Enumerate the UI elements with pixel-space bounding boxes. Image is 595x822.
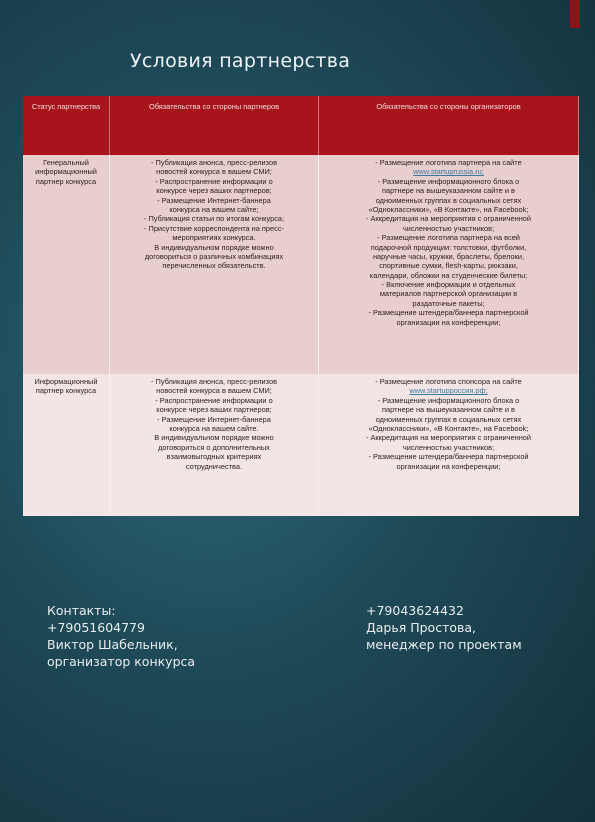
organizer-line: партнере на вышеуказанном сайте и в xyxy=(382,186,515,196)
partner-line: договориться о различных комбинациях xyxy=(144,251,284,261)
partner-obligations-cell xyxy=(110,374,319,516)
contact-name: Дарья Простова, xyxy=(366,620,477,635)
organizer-line: календари, обложки на студенческие билеты; xyxy=(369,270,528,280)
phone-number[interactable]: +79051604779 xyxy=(47,620,145,635)
header-organizer-obligations: Обязательства со стороны организаторов xyxy=(319,96,579,155)
organizer-line: - Размещение штендера/баннера партнерской xyxy=(368,308,529,318)
organizer-line: одноименных группах в социальных сетях xyxy=(375,195,522,205)
contact-role: менеджер по проектам xyxy=(366,637,522,652)
organizer-obligations-cell xyxy=(319,374,579,516)
partner-line: - Распространение информации о xyxy=(155,176,273,186)
partner-line: взаимовыгодных критериях xyxy=(166,452,262,462)
partner-line: конкурса на вашем сайте; xyxy=(169,204,259,214)
table-row xyxy=(23,155,579,374)
organizer-line: наручные часы, кружки, браслеты, брелоки, xyxy=(372,251,525,261)
organizer-line: «Одноклассники», «В Контакте», на Facebook; xyxy=(368,204,529,214)
partner-line: конкурса на вашем сайте. xyxy=(169,423,259,433)
organizer-line: материалов партнерской организации в xyxy=(379,289,518,299)
partner-line: - Публикация анонса, пресс-релизов xyxy=(151,158,277,167)
partner-line: В индивидуальном порядке можно xyxy=(154,433,274,443)
corner-accent-mark xyxy=(570,0,580,28)
organizer-line: одноименных группах в социальных сетях xyxy=(375,414,522,424)
partner-line: договориться о дополнительных xyxy=(158,442,270,452)
organizer-line: раздаточные пакеты; xyxy=(412,298,485,308)
organizer-line: численностью участников; xyxy=(402,442,495,452)
contacts-organizer xyxy=(47,602,195,670)
partner-line: мероприятиях конкурса. xyxy=(172,233,256,243)
partner-line: перечисленных обязательств. xyxy=(162,261,266,271)
organizer-obligations-cell xyxy=(319,155,579,374)
partner-line: новостей конкурса в вашем СМИ; xyxy=(156,167,272,177)
organizer-line: - Аккредитация на мероприятия с ограниченной xyxy=(365,433,532,443)
partner-line: - Публикация анонса, пресс-релизов xyxy=(151,377,277,386)
page-title: Условия партнерства xyxy=(130,50,351,72)
organizer-line: спортивные сумки, flesh-карты, рюкзаки, xyxy=(379,261,518,271)
partner-line: конкурсе через ваших партнеров; xyxy=(156,405,272,415)
partner-line: новостей конкурса в вашем СМИ; xyxy=(156,386,272,396)
organizer-line: - Включение информации и отдельных xyxy=(381,280,516,290)
partner-line: конкурсе через ваших партнеров; xyxy=(156,186,272,196)
partner-line: - Размещение Интернет-баннера xyxy=(157,414,271,424)
status-cell: Информационный партнер конкурса xyxy=(23,374,110,516)
phone-number[interactable]: +79043624432 xyxy=(366,603,464,618)
header-partner-obligations: Обязательства со стороны партнеров xyxy=(110,96,319,155)
organizer-line: - Размещение логотипа партнера на всей xyxy=(377,233,520,243)
organizer-line: - Размещение логотипа спонсора на сайте xyxy=(375,377,522,386)
partner-line: - Распространение информации о xyxy=(155,395,273,405)
organizer-line: - Аккредитация на мероприятия с ограниченной xyxy=(365,214,532,224)
partner-line: В индивидуальном порядке можно xyxy=(154,242,274,252)
status-cell: Генеральный информационный партнер конкурса xyxy=(23,155,110,374)
organizer-line: организации на конференции; xyxy=(396,317,501,327)
organizer-line: подарочной продукции: толстовки, футболки, xyxy=(370,242,527,252)
organizer-link[interactable]: www.startuprussia.ru; xyxy=(413,167,484,177)
organizer-line: организации на конференции; xyxy=(396,461,501,471)
contact-role: организатор конкурса xyxy=(47,654,196,669)
partner-line: - Размещение Интернет-баннера xyxy=(157,195,271,205)
partner-line: - Публикация статьи по итогам конкурса; xyxy=(143,214,285,224)
table-row xyxy=(23,374,579,516)
table-header-row xyxy=(23,96,579,155)
organizer-line: - Размещение штендера/баннера партнерской xyxy=(368,452,529,462)
organizer-line: численностью участников; xyxy=(402,223,495,233)
organizer-line: - Размещение информационного блока о xyxy=(377,176,520,186)
partner-line: сотрудничества. xyxy=(185,461,243,471)
organizer-line: партнере на вышеуказанном сайте и в xyxy=(382,405,515,415)
partner-line: - Присутствие корреспондента на пресс- xyxy=(144,223,284,233)
partnership-table xyxy=(23,96,579,516)
contact-name: Виктор Шабельник, xyxy=(47,637,178,652)
organizer-line: - Размещение информационного блока о xyxy=(377,395,520,405)
organizer-line: - Размещение логотипа партнера на сайте xyxy=(375,158,522,167)
partner-obligations-cell xyxy=(110,155,319,374)
header-status: Статус партнерства xyxy=(23,96,110,155)
organizer-link[interactable]: www.startupрoссия.рф; xyxy=(409,386,488,396)
contacts-manager xyxy=(366,602,522,653)
organizer-line: «Одноклассники», «В Контакте», на Facebook; xyxy=(368,423,529,433)
contacts-heading: Контакты: xyxy=(47,603,116,618)
